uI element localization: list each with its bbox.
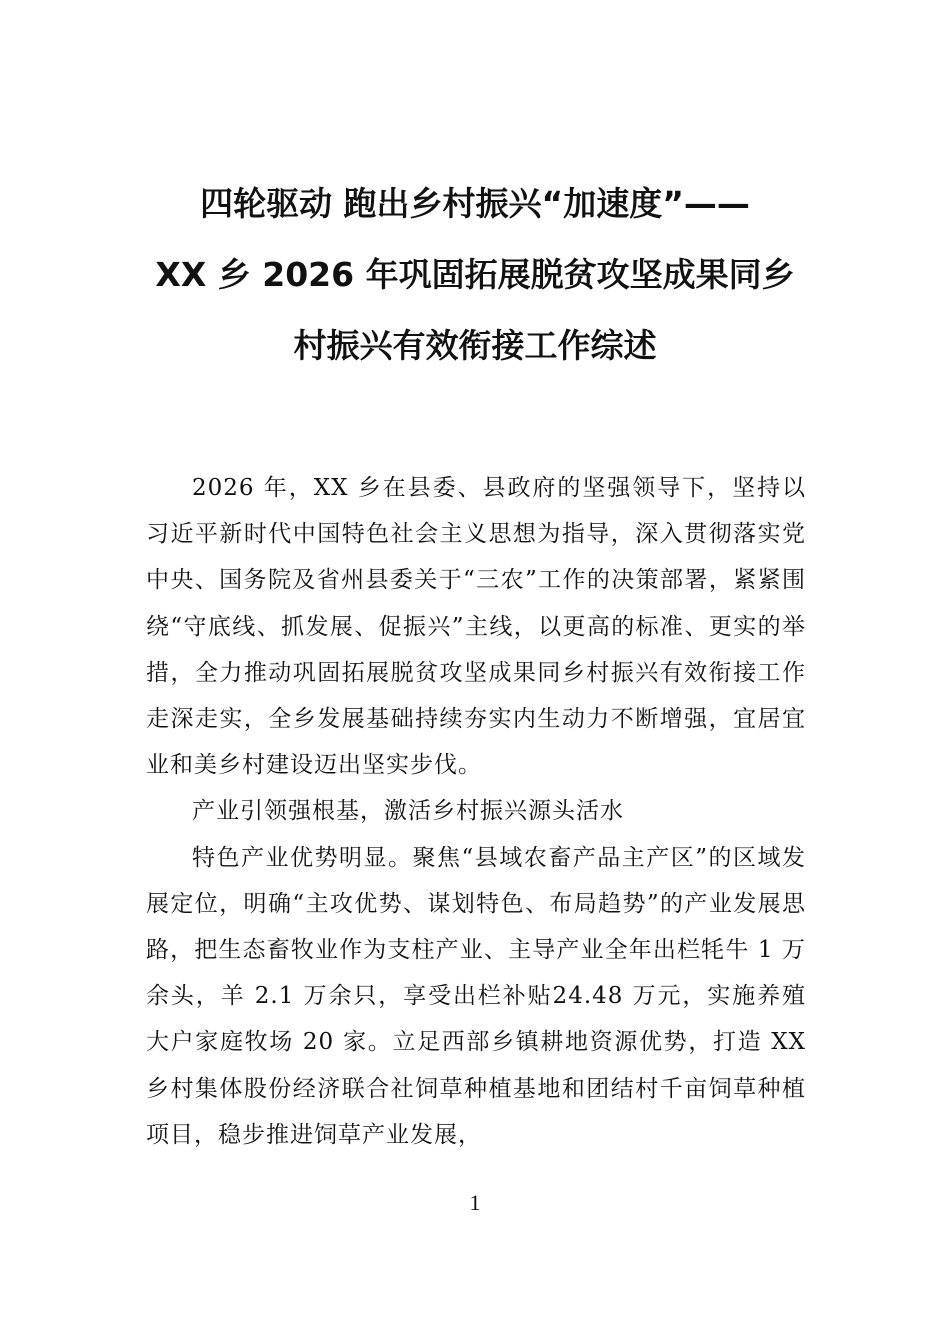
title-line-1: 四轮驱动 跑出乡村振兴“加速度”—— <box>200 184 750 223</box>
body-paragraph: 特色产业优势明显。聚焦“县域农畜产品主产区”的区域发展定位，明确“主攻优势、谋划特色、布局趋势”的产业发展思路，把生态畜牧业作为支柱产业、主导产业全年出栏牦牛 1 万余头，羊 2.1 万余只，享受出栏补贴24.48 万元，实施养殖大户家庭牧场 20 家。立足西部乡镇耕地资源优势，打造 XX 乡村集体股份经济联合社饲草种植基地和团结村千亩饲草种植项目，稳步推进饲草产业发展， <box>146 844 806 1148</box>
document-title <box>140 168 810 381</box>
title-line-3: 村振兴有效衔接工作综述 <box>293 326 657 365</box>
page-number: 1 <box>469 1190 481 1215</box>
intro-paragraph: 2026 年，XX 乡在县委、县政府的坚强领导下，坚持以习近平新时代中国特色社会主义思想为指导，深入贯彻落实党中央、国务院及省州县委关于“三农”工作的决策部署，紧紧围绕“守底线、抓发展、促振兴”主线，以更高的标准、更实的举措，全力推动巩固拓展脱贫攻坚成果同乡村振兴有效衔接工作走深走实，全乡发展基础持续夯实内生动力不断增强，宜居宜业和美乡村建设迈出坚实步伐。 <box>146 475 806 779</box>
title-line-2: XX 乡 2026 年巩固拓展脱贫攻坚成果同乡 <box>155 255 795 294</box>
document-body <box>146 465 806 1158</box>
section-heading: 产业引领强根基，激活乡村振兴源头活水 <box>192 798 624 825</box>
